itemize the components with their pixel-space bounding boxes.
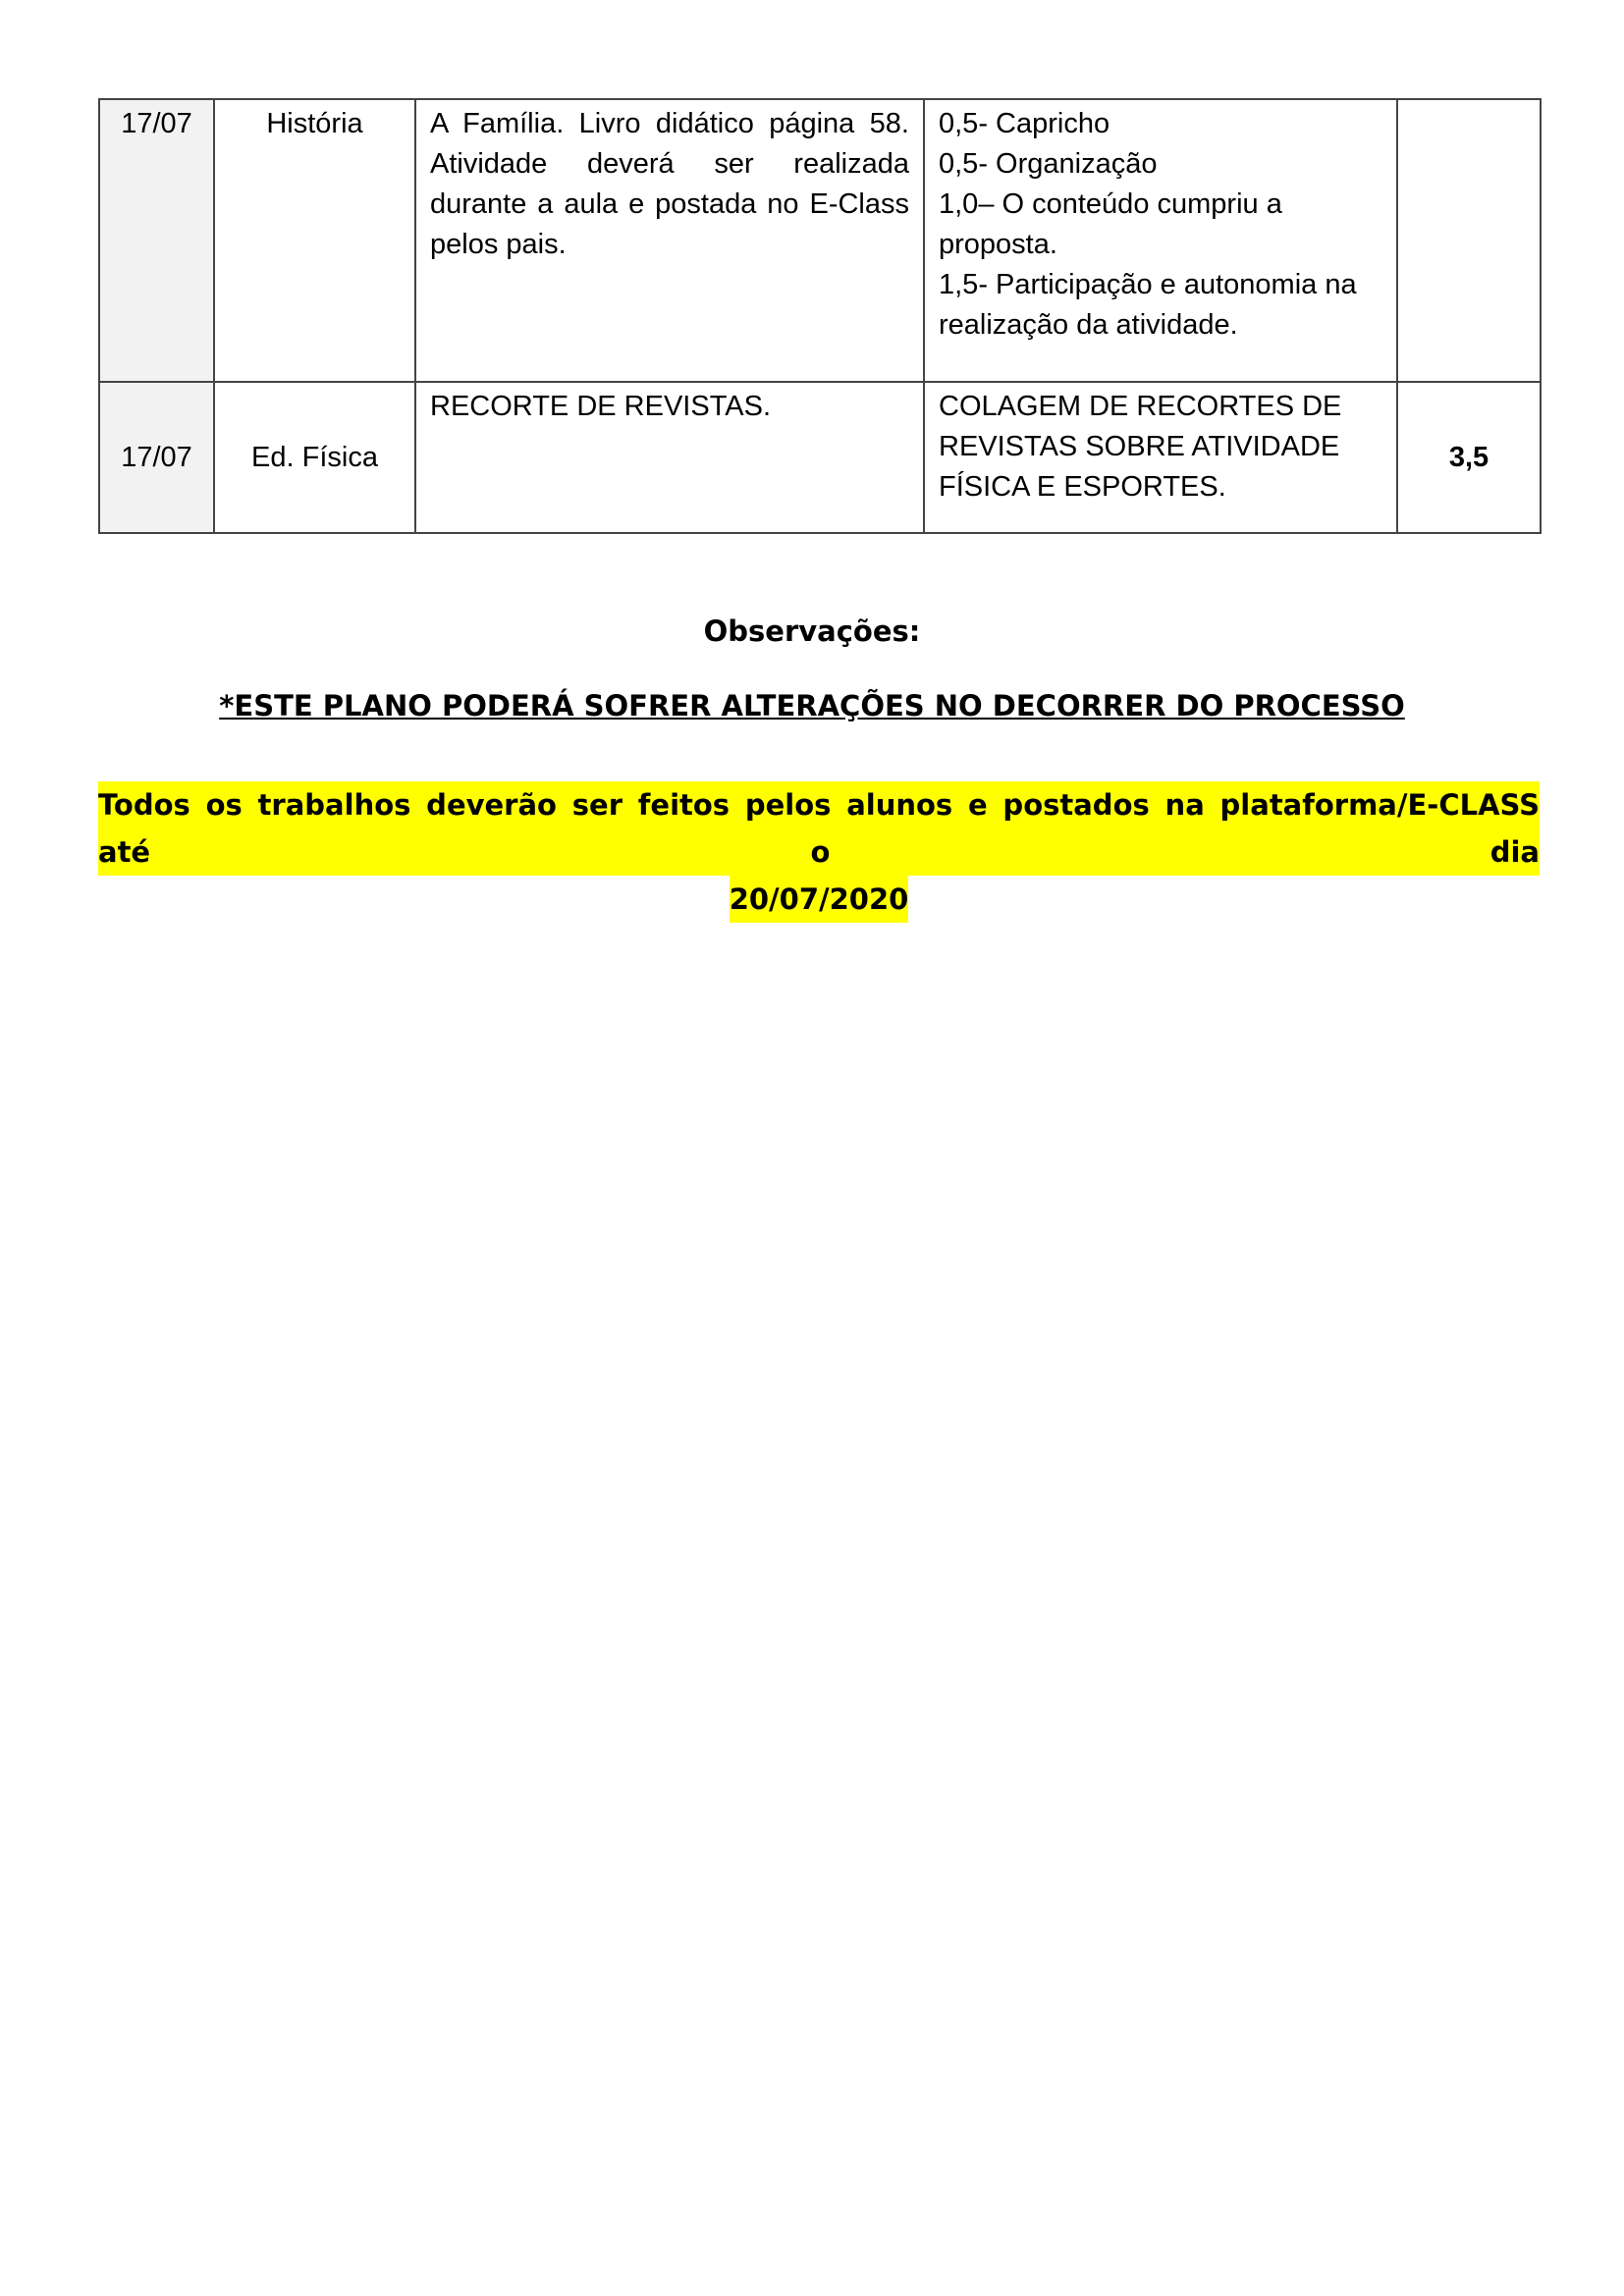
criteria-item: 1,0– O conteúdo cumpriu a proposta. xyxy=(939,188,1282,260)
subject-cell: História xyxy=(214,99,415,382)
table-row xyxy=(99,99,1541,382)
criteria-cell xyxy=(924,99,1397,382)
criteria-item: 0,5- Capricho xyxy=(939,108,1110,139)
subject-cell: Ed. Física xyxy=(214,382,415,533)
score-cell: 3,5 xyxy=(1397,382,1541,533)
criteria-item: COLAGEM DE RECORTES DE REVISTAS SOBRE ATIVIDADE FÍSICA E ESPORTES. xyxy=(939,391,1342,503)
activity-cell: RECORTE DE REVISTAS. xyxy=(415,382,924,533)
deadline-date: 20/07/2020 xyxy=(730,876,909,923)
date-cell: 17/07 xyxy=(99,382,214,533)
table-row xyxy=(99,382,1541,533)
score-cell xyxy=(1397,99,1541,382)
lesson-plan-table xyxy=(98,98,1542,534)
criteria-item: 1,5- Participação e autonomia na realização da atividade. xyxy=(939,269,1357,341)
deadline-notice xyxy=(98,781,1540,923)
deadline-line: Todos os trabalhos deverão ser feitos pelos alunos e postados na plataforma/E-CLASS até o dia xyxy=(98,781,1540,876)
activity-cell: A Família. Livro didático página 58. Atividade deverá ser realizada durante a aula e postada no E-Class pelos pais. xyxy=(415,99,924,382)
plan-change-notice: *ESTE PLANO PODERÁ SOFRER ALTERAÇÕES NO DECORRER DO PROCESSO xyxy=(219,689,1405,722)
criteria-cell xyxy=(924,382,1397,533)
criteria-item: 0,5- Organização xyxy=(939,148,1158,180)
date-cell: 17/07 xyxy=(99,99,214,382)
observations-title: Observações: xyxy=(703,614,921,648)
